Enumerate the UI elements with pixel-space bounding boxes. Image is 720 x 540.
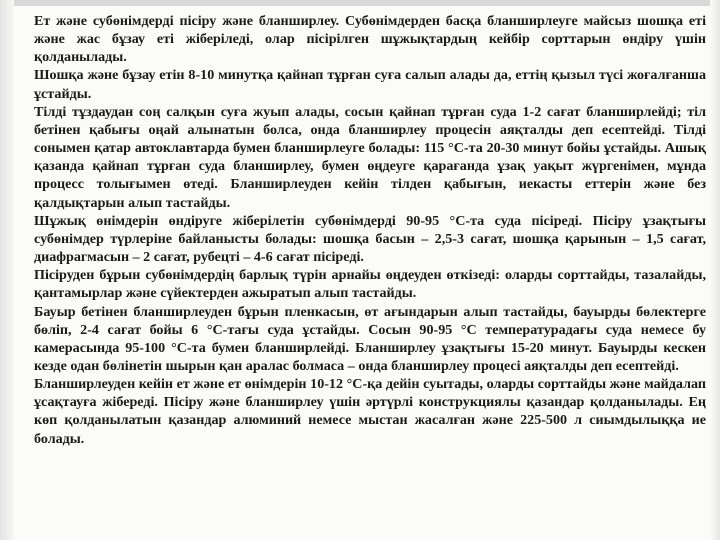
paragraph-tongue: Тілді тұздаудан соң салқын суға жуып алады, сосын қайнап тұрған суда 1-2 сағат бланширлейді; тіл бетінен қабығы оңай алынатын болса, онда бланширлеу процесін аяқталды деп есептейді. Тілді сонымен қатар автоклавтарда бумен бланширлеуге болады: 115 °С-та 20-30 минут бойы ұстайды. Ашық қазанда қайнап тұрған суда бланширлеу, бумен өңдеуге қарағанда ұзақ уақыт жүргенімен, мұнда процесс толығымен өтеді. Бланширлеуден кейін тілден қабығын, иекасты еттерін және без қалдықтарын алып тастайды. (34, 103, 706, 211)
paragraph-liver: Бауыр бетінен бланширлеуден бұрын пленкасын, өт ағындарын алып тастайды, бауырды бөлектерге бөліп, 2-4 сағат бойы 6 °С-тағы суда ұстайды. Сосын 90-95 °С температурадағы суда немесе бу камерасында 95-100 °С-та бумен бланширлейді. Бланширлеу ұзақтығы 15-20 минут. Бауырды кескен кезде одан бөлінетін шырын қан аралас болмаса – онда бланширлеу процесі аяқталды деп есептейді. (34, 303, 706, 374)
paragraph-intro: Ет және субөнімдерді пісіру және бланширлеу. Субөнімдерден басқа бланширлеуге майсыз шошқа еті және жас бұзау еті жіберіледі, олар пісірілген шұжықтардың кейбір сорттарын өндіру үшін қолданылады. (34, 13, 706, 66)
paragraph-pork-veal: Шошқа және бұзау етін 8-10 минутқа қайнап тұрған суға салып алады да, еттің қызыл түсі жоғалғанша ұстайды. (34, 67, 706, 102)
text-body (34, 12, 706, 448)
left-border (0, 0, 14, 540)
paragraph-cooling-kettles: Бланширлеуден кейін ет және ет өнімдерін 10-12 °С-қа дейін суытады, оларды сорттайды және майдалап ұсақтауға жібереді. Пісіру және бланширлеу үшін әртүрлі конструкциялы қазандар қолданылады. Ең көп қолданылатын қазандар алюминий немесе мыстан жасалған және 225-500 л сиымдылыққа ие болады. (34, 376, 706, 447)
paragraph-sausage-byproducts: Шұжық өнімдерін өндіруге жіберілетін субөнімдерді 90-95 °С-та суда пісіреді. Пісіру ұзақтығы субөнімдер түрлеріне байланысты болады: шошқа басын – 2,5-3 сағат, шошқа қарынын – 1,5 сағат, диафрагмасын – 2 сағат, рубецті – 4-6 сағат пісіреді. (34, 212, 706, 266)
right-border (710, 0, 720, 540)
paragraph-preprocessing: Пісіруден бұрын субөнімдердің барлық түрін арнайы өңдеуден өткізеді: оларды сорттайды, тазалайды, қантамырлар және сүйектерден ажыратып алып тастайды. (34, 267, 706, 302)
top-border (0, 0, 720, 6)
